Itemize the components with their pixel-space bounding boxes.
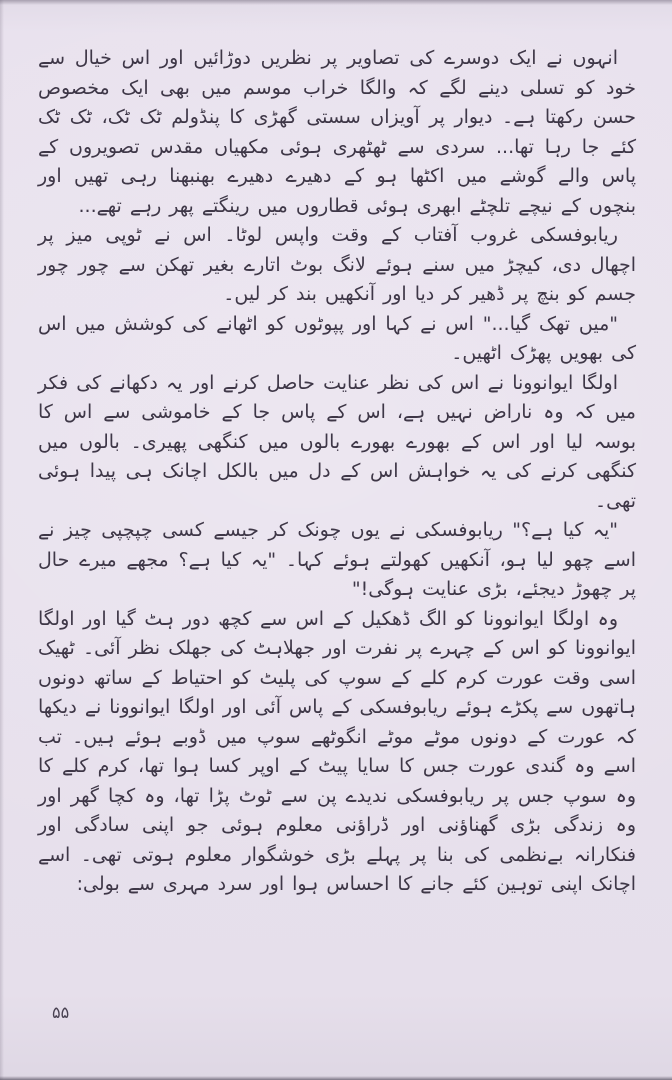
paragraph: "میں تھک گیا..." اس نے کہا اور پپوٹوں کو اٹھانے کی کوشش میں اس کی بھویں پھڑک اٹھیں۔ <box>38 312 636 364</box>
paragraph: انہوں نے ایک دوسرے کی تصاویر پر نظریں دوڑائیں اور اس خیال سے خود کو تسلی دینے لگے کہ والگا خراب موسم میں بھی ایک مخصوص حسن رکھتا ہے۔ دیوار پر آویزاں سستی گھڑی کا پنڈولم ٹک ٹک، ٹک ٹک کئے جا رہا تھا... سردی سے ٹھٹھری ہوئی مکھیاں مقدس تصویروں کے پاس والے گوشے میں اکٹھا ہو کے دھیرے دھیرے بھنبھنا رہی تھیں اور بنچوں کے نیچے تلچٹے ابھری ہوئی قطاروں میں رینگتے پھر رہے تھے... <box>38 47 636 217</box>
scan-edge-bottom <box>0 1076 672 1080</box>
paragraph: وہ اولگا ایوانوونا کو الگ ڈھکیل کے اس سے کچھ دور ہٹ گیا اور اولگا ایوانوونا کو اس کے چہرے پر نفرت اور جھلاہٹ کی جھلک نظر آئی۔ ٹھیک اسی وقت عورت کرم کلے کے سوپ کی پلیٹ کو احتیاط کے ساتھ دونوں ہاتھوں سے پکڑے ہوئے ریابوفسکی کے پاس آئی اور اولگا ایوانوونا نے دیکھا کہ عورت کے دونوں موٹے موٹے انگوٹھے سوپ میں ڈوبے ہوئے ہیں۔ تب اسے وہ گندی عورت جس کا سایا پیٹ کے اوپر کسا ہوا تھا، کرم کلے کا وہ سوپ جس پر ریابوفسکی ندیدے پن سے ٹوٹ پڑا تھا، وہ کچا گھر اور وہ زندگی بڑی گھناؤنی اور ڈراؤنی معلوم ہوئی جو اپنی سادگی اور فنکارانہ بےنظمی کی بنا پر پہلے بڑی خوشگوار معلوم ہوتی تھی۔ اسے اچانک اپنی توہین کئے جانے کا احساس ہوا اور سرد مہری سے بولی: <box>38 607 636 895</box>
scan-edge-left <box>0 0 4 1080</box>
page-text-block <box>38 44 636 900</box>
paragraph: ریابوفسکی غروب آفتاب کے وقت واپس لوٹا۔ اس نے ٹوپی میز پر اچھال دی، کیچڑ میں سنے ہوئے لانگ بوٹ اتارے بغیر تھکن سے چور چور جسم کو بنچ پر ڈھیر کر دیا اور آنکھیں بند کر لیں۔ <box>38 224 636 305</box>
paragraph: اولگا ایوانوونا نے اس کی نظر عنایت حاصل کرنے اور یہ دکھانے کی فکر میں کہ وہ ناراض نہیں ہے، اس کے پاس جا کے خاموشی سے اس کا بوسہ لیا اور اس کے بھورے بھورے بالوں میں کنگھی پھیری۔ بالوں میں کنگھی کرنے کی یہ خواہش اس کے دل میں بالکل اچانک ہی پیدا ہوئی تھی۔ <box>38 371 636 512</box>
page-number: ۵۵ <box>52 1003 70 1022</box>
paragraph: "یہ کیا ہے؟" ریابوفسکی نے یوں چونک کر جیسے کسی چپچپی چیز نے اسے چھو لیا ہو، آنکھیں کھولتے ہوئے کہا۔ "یہ کیا ہے؟ مجھے میرے حال پر چھوڑ دیجئے، بڑی عنایت ہوگی!" <box>38 519 636 600</box>
scan-edge-top <box>0 0 672 5</box>
